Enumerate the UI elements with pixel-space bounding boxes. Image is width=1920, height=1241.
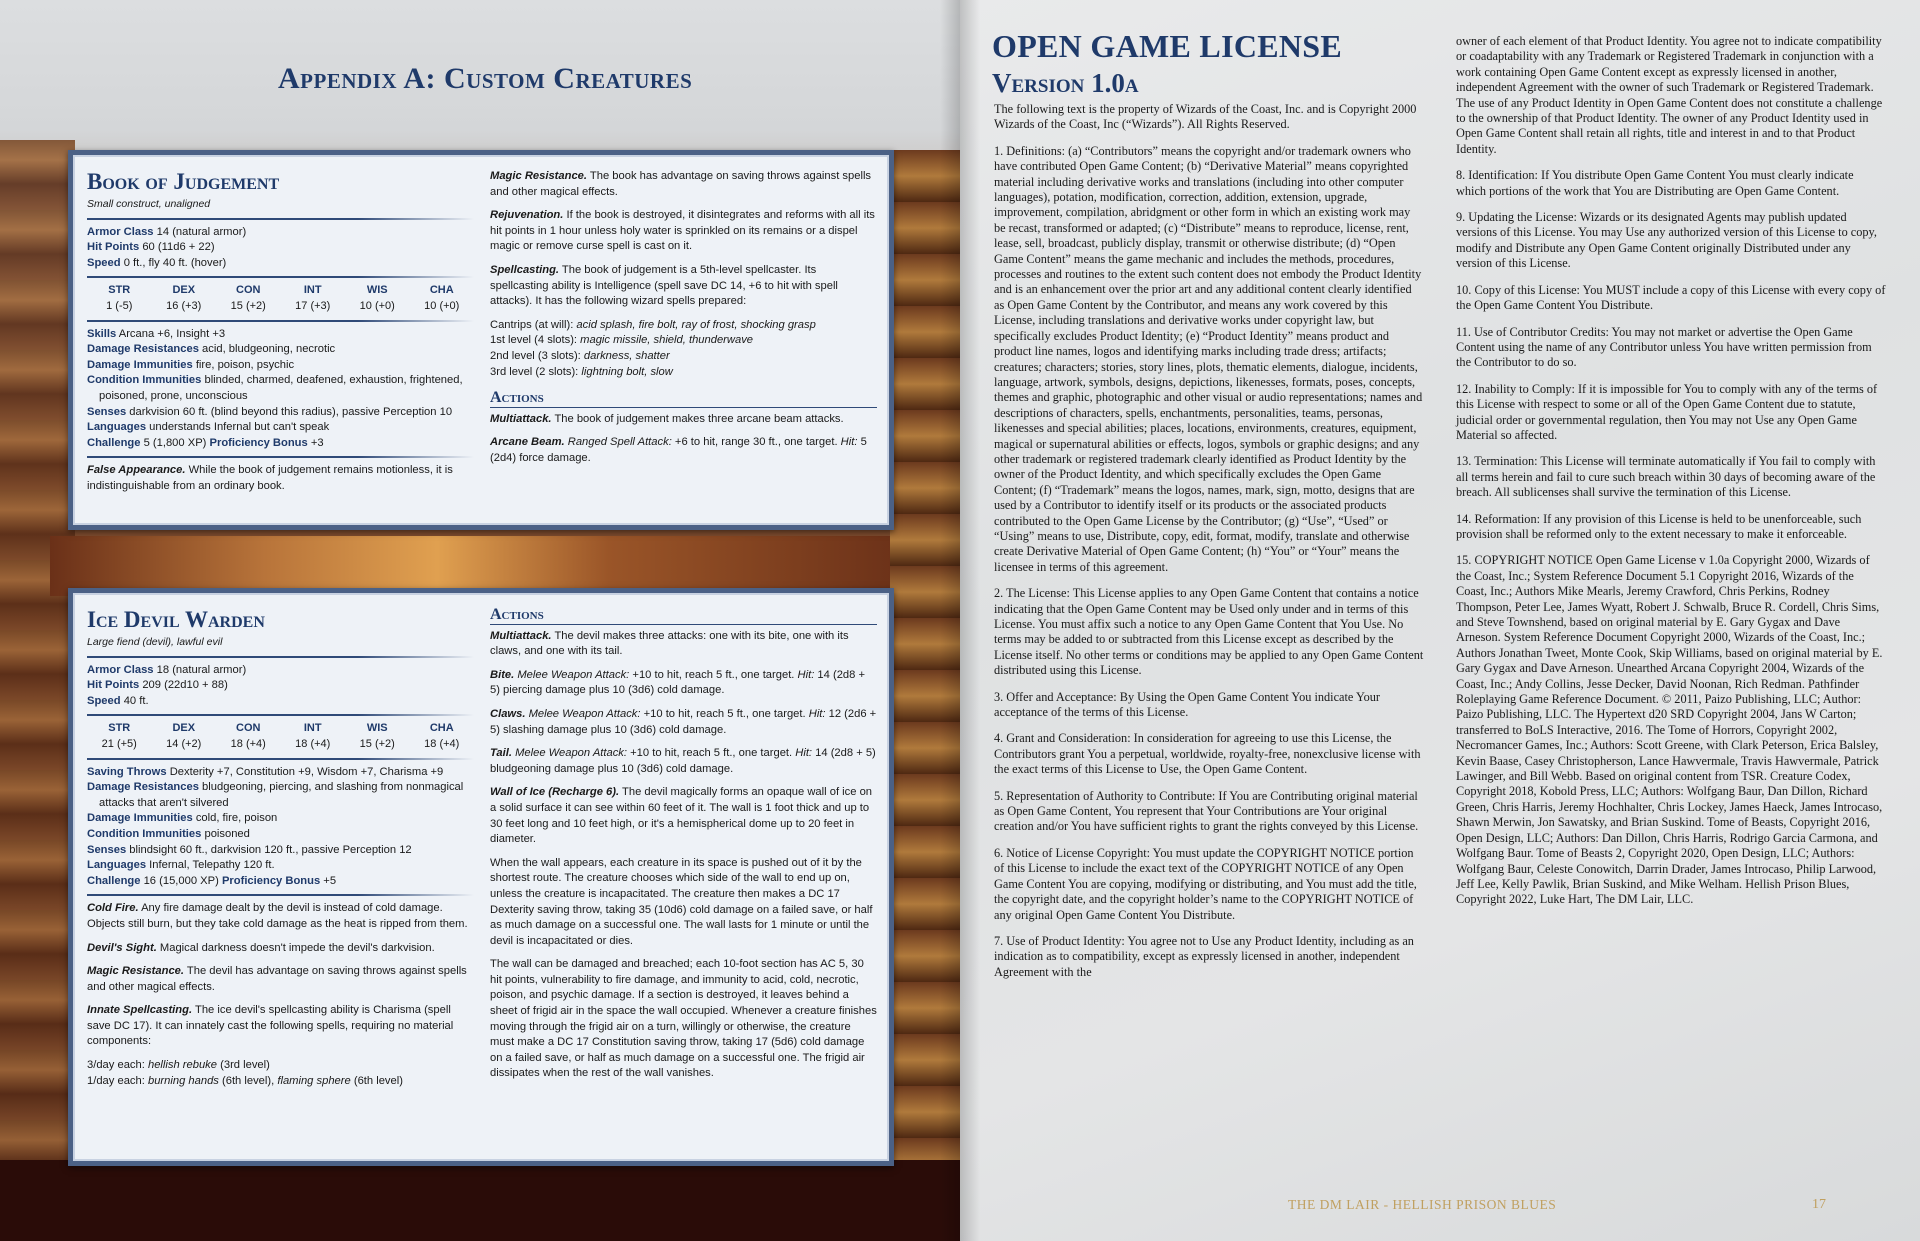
action-arcane-beam: Arcane Beam. Ranged Spell Attack: +6 to hit, range 30 ft., one target. Hit: 5 (2d4) force damage. bbox=[490, 436, 867, 464]
creature-name: Book of Judgement bbox=[87, 169, 280, 194]
action-claws: Claws. Melee Weapon Attack: +10 to hit, reach 5 ft., one target. Hit: 12 (2d6 + 5) slashing damage plus 10 (3d6) cold damage. bbox=[490, 707, 877, 736]
license-paragraph: 6. Notice of License Copyright: You must update the COPYRIGHT NOTICE portion of this License to include the exact text of the COPYRIGHT NOTICE of any Open Game Content You are copying, modifying or distributing, and You must add the title, the copyright date, and the copyright holder’s name to the COPYRIGHT NOTICE of any original Open Game Content You Distribute. bbox=[994, 845, 1417, 922]
ability-con: CON 18 (+4) bbox=[230, 722, 266, 750]
statblock-column-right bbox=[490, 169, 877, 517]
license-paragraph: 10. Copy of this License: You MUST include a copy of this License with every copy of the Open Game Content You Distribute. bbox=[1456, 282, 1886, 313]
divider bbox=[87, 656, 474, 658]
page-number: 17 bbox=[1812, 1197, 1826, 1212]
senses: Senses darkvision 60 ft. (blind beyond this radius), passive Perception 10 bbox=[87, 405, 453, 418]
divider bbox=[87, 456, 474, 458]
ability-str: STR 21 (+5) bbox=[101, 722, 137, 750]
license-column-1 bbox=[994, 102, 1424, 991]
statblock-column-left bbox=[87, 169, 474, 517]
background-art-left bbox=[0, 140, 75, 1241]
license-paragraph: 14. Reformation: If any provision of this License is held to be unenforceable, such provision shall be reformed only to the extent necessary to make it enforceable. bbox=[1456, 511, 1862, 541]
hit-points: Hit Points 60 (11d6 + 22) bbox=[87, 241, 215, 254]
condition-immunities: Condition Immunities poisoned bbox=[87, 827, 250, 840]
license-paragraph: The following text is the property of Wizards of the Coast, Inc. and is Copyright 2000 Wizards of the Coast, Inc (“Wizards”). All Rights Reserved. bbox=[994, 102, 1417, 132]
damage-immunities: Damage Immunities cold, fire, poison bbox=[87, 812, 278, 825]
divider bbox=[87, 758, 474, 760]
senses: Senses blindsight 60 ft., darkvision 120 ft., passive Perception 12 bbox=[87, 843, 412, 856]
speed: Speed 40 ft. bbox=[87, 694, 149, 707]
statblock-book-of-judgement bbox=[68, 150, 894, 530]
wall-of-ice-breach: The wall can be damaged and breached; each 10-foot section has AC 5, 30 hit points, vulnerability to fire damage, and immunity to acid, cold, necrotic, poison, and psychic damage. If a section is destroyed, it leaves behind a sheet of frigid air in the space the wall occupied. Whenever a creature finishes moving through the frigid air on a turn, willingly or otherwise, the creature must make a DC 17 Constitution saving throw, taking 17 (5d6) cold damage on a failed save, or half as much damage on a successful one. The frigid air dissipates when the rest of the wall vanishes. bbox=[490, 958, 877, 1080]
damage-immunities: Damage Immunities fire, poison, psychic bbox=[87, 358, 295, 371]
trait-magic-resistance: Magic Resistance. The devil has advantage on saving throws against spells and other magical effects. bbox=[87, 965, 467, 993]
languages: Languages understands Infernal but can't speak bbox=[87, 421, 330, 434]
ability-wis: WIS 15 (+2) bbox=[359, 722, 395, 750]
ability-cha: CHA 18 (+4) bbox=[424, 722, 460, 750]
license-version: Version 1.0a bbox=[992, 68, 1139, 98]
license-paragraph: 11. Use of Contributor Credits: You may not market or advertise the Open Game Content using the name of any Contributor unless You have written permission from the Contributor to do so. bbox=[1456, 324, 1872, 370]
license-paragraph: 1. Definitions: (a) “Contributors” means the copyright and/or trademark owners who have contributed Open Game Content; (b) “Derivative Material” means copyrighted material including derivative works and translations (including into other computer languages), potation, modification, correction, addition, extension, upgrade, improvement, compilation, abridgment or other form in which an existing work may be recast, transformed or adapted; (c) “Distribute” means to reproduce, license, rent, lease, sell, broadcast, publicly display, transmit or otherwise distribute; (d) “Open Game Content” means the game mechanic and includes the methods, procedures, processes and routines to the extent such content does not embody the Product Identity and is an enhancement over the prior art and any additional content clearly identified as Open Game Content by the Contributor, and means any work covered by this License, including translations and derivative works under copyright law, but specifically excludes Product Identity; (e) “Product Identity” means product and product line names, logos and identifying marks including trade dress; artifacts; creatures; characters; stories, story lines, plots, thematic elements, dialogue, incidents, language, artwork, symbols, designs, depictions, likenesses, formats, poses, concepts, themes and graphic, photographic and other visual or audio representations; names and descriptions of characters, spells, enchantments, personalities, teams, personas, likenesses and special abilities; places, locations, environments, creatures, equipment, magical or supernatural abilities or effects, logos, symbols or graphic designs; and any other trademark or registered trademark clearly identified as Product Identity by the owner of the Product Identity, and which specifically excludes the Open Game Content; (f) “Trademark” means the logos, names, mark, sign, motto, designs that are used by a Contributor to identify itself or its products or the associated products contributed to the Open Game License by the Contributor; (g) “Use”, “Used” or “Using” means to use, Distribute, copy, edit, format, modify, translate and otherwise create Derivative Material of Open Game Content; (h) “You” or “Your” means the licensee in terms of this agreement. bbox=[994, 143, 1423, 574]
damage-resistances: Damage Resistances acid, bludgeoning, necrotic bbox=[87, 343, 336, 356]
speed: Speed 0 ft., fly 40 ft. (hover) bbox=[87, 256, 227, 269]
ability-scores bbox=[87, 283, 474, 314]
actions-heading: Actions bbox=[490, 390, 877, 408]
damage-resistances: Damage Resistances bludgeoning, piercing, and slashing from nonmagical attacks that aren't silvered bbox=[87, 781, 464, 809]
wall-of-ice-details: When the wall appears, each creature in its space is pushed out of it by the shortest route. The creature chooses which side of the wall to end up on, unless the creature is incapacitated. The creature then makes a DC 17 Dexterity saving throw, taking 35 (10d6) cold damage on a failed save, or half as much damage on a successful one. The wall lasts for 1 minute or until the devil is incapacitated or dies. bbox=[490, 856, 873, 947]
license-paragraph: 5. Representation of Authority to Contribute: If You are Contributing original material as Open Game Content, You represent that Your Contributions are Your original creation and/or You have sufficient rights to grant the rights conveyed by this License. bbox=[994, 788, 1419, 834]
license-paragraph: 15. COPYRIGHT NOTICE Open Game License v 1.0a Copyright 2000, Wizards of the Coast, Inc.; System Reference Document 5.1 Copyright 2016, Wizards of the Coast, Inc.; Authors Mike Mearls, Jeremy Crawford, Chris Perkins, Rodney Thompson, Peter Lee, James Wyatt, Robert J. Schwalb, Bruce R. Cordell, Chris Sims, and Steve Townshend, based on original material by E. Gary Gygax and Dave Arneson. System Reference Document Copyright 2000, Wizards of the Coast, Inc.; Authors Jonathan Tweet, Monte Cook, Skip Williams, based on original material by E. Gary Gygax and Dave Arneson. Unearthed Arcana Copyright 2004, Wizards of the Coast, Inc.; Andy Collins, Jesse Decker, David Noonan, Rich Redman. Pathfinder Roleplaying Game Reference Document. © 2011, Paizo Publishing, LLC; Author: Paizo Publishing, LLC. The Hypertext d20 SRD Copyright 2004, Jans W Carton; transferred to BoLS Interactive, 2016. The Tome of Horrors, Copyright 2002, Necromancer Games, Inc.; Authors: Scott Greene, with Clark Peterson, Erica Balsley, Kevin Baase, Casey Christopherson, Lance Hawvermale, Travis Hawvermale, Patrick Lawinger, and Bill Webb. Based on original content from TSR. Creature Codex, Copyright 2018, Kobold Press, LLC; Authors: Wolfgang Baur, Dan Dillon, Richard Green, Chris Harris, Jeremy Hochhalter, Chris Lockey, James Haeck, James Introcaso, Shawn Merwin, Jon Sawatsky, and Brian Suskind. Tome of Beasts, Copyright 2016, Open Design, LLC; Authors: Dan Dillon, Chris Harris, Rodrigo Garcia Carmona, and Wolfgang Baur. Tome of Beasts 2, Copyright 2020, Open Design, LLC; Authors: Wolfgang Baur, Celeste Conowitch, Darrin Drader, James Introcaso, Philip Larwood, Jeff Lee, Kelly Pawlik, Brian Suskind, and Mike Welham. Hellish Prison Blues, Copyright 2022, Luke Hart, The DM Lair, LLC. bbox=[1456, 553, 1883, 907]
armor-class: Armor Class 18 (natural armor) bbox=[87, 663, 247, 676]
license-paragraph: 12. Inability to Comply: If it is impossible for You to comply with any of the terms of this License with respect to some or all of the Open Game Content due to statute, judicial order or governmental regulation, then You may not Use any Open Game Material so affected. bbox=[1456, 381, 1878, 442]
statblock-column-left bbox=[87, 607, 474, 1153]
trait-devils-sight: Devil's Sight. Magical darkness doesn't impede the devil's darkvision. bbox=[87, 941, 435, 954]
action-multiattack: Multiattack. The devil makes three attacks: one with its bite, one with its claws, and one with its tail. bbox=[490, 629, 849, 658]
license-paragraph: 13. Termination: This License will terminate automatically if You fail to comply with all terms herein and fail to cure such breach within 30 days of becoming aware of the breach. All sublicenses shall survive the termination of this License. bbox=[1456, 454, 1876, 500]
license-paragraph: 8. Identification: If You distribute Open Game Content You must clearly indicate which portions of the work that You are Distributing are Open Game Content. bbox=[1456, 168, 1854, 198]
license-paragraph: 3. Offer and Acceptance: By Using the Open Game Content You indicate Your acceptance of the terms of this License. bbox=[994, 689, 1381, 720]
background-art-rune-strip bbox=[50, 536, 910, 596]
hit-points: Hit Points 209 (22d10 + 88) bbox=[87, 679, 228, 692]
trait-cold-fire: Cold Fire. Any fire damage dealt by the devil is instead of cold damage. Objects still burn, but they take cold damage as the heat is ripped from them. bbox=[87, 902, 468, 930]
challenge: Challenge 16 (15,000 XP) Proficiency Bonus +5 bbox=[87, 874, 337, 887]
innate-spells-1-day: 1/day each: burning hands (6th level), flaming sphere (6th level) bbox=[87, 1074, 403, 1087]
statblock-column-right bbox=[490, 607, 877, 1153]
spell-row: Cantrips (at will): acid splash, fire bolt, ray of frost, shocking grasp bbox=[490, 318, 816, 331]
ability-int: INT 18 (+4) bbox=[295, 722, 331, 750]
license-paragraph: 4. Grant and Consideration: In consideration for agreeing to use this License, the Contributors grant You a perpetual, worldwide, royalty-free, nonexclusive license with the exact terms of this License to Use, the Open Game Content. bbox=[994, 731, 1421, 777]
divider bbox=[87, 320, 474, 322]
spell-list bbox=[490, 318, 877, 380]
ability-int: INT 17 (+3) bbox=[295, 284, 331, 312]
ability-dex: DEX 14 (+2) bbox=[166, 722, 202, 750]
action-tail: Tail. Melee Weapon Attack: +10 to hit, reach 5 ft., one target. Hit: 14 (2d8 + 5) bludgeoning damage plus 10 (3d6) cold damage. bbox=[490, 747, 876, 775]
license-paragraph: 7. Use of Product Identity: You agree not to Use any Product Identity, including as an indication as to compatibility, except as expressly licensed in another, independent Agreement with the bbox=[994, 933, 1414, 979]
innate-spells-3-day: 3/day each: hellish rebuke (3rd level) bbox=[87, 1059, 270, 1072]
ability-cha: CHA 10 (+0) bbox=[424, 284, 460, 312]
page-gutter bbox=[940, 0, 980, 1241]
license-column-2 bbox=[1456, 34, 1886, 919]
ability-dex: DEX 16 (+3) bbox=[166, 284, 202, 312]
page-footer: THE DM LAIR - HELLISH PRISON BLUES bbox=[1288, 1197, 1557, 1212]
challenge: Challenge 5 (1,800 XP) Proficiency Bonus +3 bbox=[87, 436, 324, 449]
divider bbox=[87, 894, 474, 896]
languages: Languages Infernal, Telepathy 120 ft. bbox=[87, 859, 275, 872]
spell-row: 1st level (4 slots): magic missile, shield, thunderwave bbox=[490, 334, 754, 347]
license-paragraph: 2. The License: This License applies to any Open Game Content that contains a notice indicating that the Open Game Content may be Used only under and in terms of this License. You must affix such a notice to any Open Game Content that You Use. No terms may be added to or subtracted from this License except as described by the License itself. No other terms or conditions may be applied to any Open Game Content distributed using this License. bbox=[994, 586, 1424, 678]
action-multiattack: Multiattack. The book of judgement makes three arcane beam attacks. bbox=[490, 412, 844, 425]
statblock-ice-devil-warden bbox=[68, 588, 894, 1166]
actions-heading: Actions bbox=[490, 607, 877, 625]
trait-magic-resistance: Magic Resistance. The book has advantage on saving throws against spells and other magical effects. bbox=[490, 170, 872, 198]
background-art-bottom bbox=[0, 1160, 960, 1241]
spell-row: 2nd level (3 slots): darkness, shatter bbox=[490, 349, 670, 362]
trait-innate-spellcasting: Innate Spellcasting. The ice devil's spellcasting ability is Charisma (spell save DC 17). It can innately cast the following spells, requiring no material components: bbox=[87, 1004, 454, 1048]
condition-immunities: Condition Immunities blinded, charmed, deafened, exhaustion, frightened, poisoned, prone, unconscious bbox=[87, 374, 463, 402]
ability-scores bbox=[87, 721, 474, 752]
ability-str: STR 1 (-5) bbox=[106, 284, 133, 312]
trait-rejuvenation: Rejuvenation. If the book is destroyed, it disintegrates and reforms with all its hit points in 1 hour unless holy water is sprinkled on its remains or a dispel magic or remove curse spell is cast on it. bbox=[490, 209, 875, 253]
license-paragraph: 9. Updating the License: Wizards or its designated Agents may publish updated versions of this License. You may Use any authorized version of this License to copy, modify and Distribute any Open Game Content originally Distributed under any version of this License. bbox=[1456, 210, 1877, 271]
creature-type: Large fiend (devil), lawful evil bbox=[87, 636, 223, 648]
armor-class: Armor Class 14 (natural armor) bbox=[87, 225, 247, 238]
action-bite: Bite. Melee Weapon Attack: +10 to hit, reach 5 ft., one target. Hit: 14 (2d8 + 5) piercing damage plus 10 (3d6) cold damage. bbox=[490, 668, 866, 697]
divider bbox=[87, 218, 474, 220]
divider bbox=[87, 276, 474, 278]
creature-type: Small construct, unaligned bbox=[87, 198, 211, 210]
skills: Skills Arcana +6, Insight +3 bbox=[87, 327, 226, 340]
ability-wis: WIS 10 (+0) bbox=[359, 284, 395, 312]
license-title: OPEN GAME LICENSE bbox=[992, 28, 1343, 64]
creature-name: Ice Devil Warden bbox=[87, 607, 265, 632]
trait-false-appearance: False Appearance. While the book of judgement remains motionless, it is indistinguishable from an ordinary book. bbox=[87, 464, 453, 492]
divider bbox=[87, 714, 474, 716]
appendix-title: Appendix A: Custom Creatures bbox=[278, 62, 693, 95]
saving-throws: Saving Throws Dexterity +7, Constitution +9, Wisdom +7, Charisma +9 bbox=[87, 765, 444, 778]
trait-spellcasting: Spellcasting. The book of judgement is a 5th-level spellcaster. Its spellcasting ability is Intelligence (spell save DC 14, +6 to hit with spell attacks). It has the following wizard spells prepared: bbox=[490, 263, 838, 308]
action-wall-of-ice: Wall of Ice (Recharge 6). The devil magically forms an opaque wall of ice on a solid surface it can see within 60 feet of it. The wall is 1 foot thick and up to 30 feet long and 10 feet high, or it's a hemispherical dome up to 20 feet in diameter. bbox=[490, 786, 873, 846]
license-paragraph: owner of each element of that Product Identity. You agree not to indicate compatibility or coadaptability with any Trademark or Registered Trademark in conjunction with a work containing Open Game Content except as expressly licensed in another, independent Agreement with the owner of such Trademark or Registered Trademark. The use of any Product Identity in Open Game Content does not constitute a challenge to the ownership of that Product Identity. The owner of any Product Identity used in Open Game Content shall retain all rights, title and interest in and to that Product Identity. bbox=[1456, 34, 1883, 156]
ability-con: CON 15 (+2) bbox=[230, 284, 266, 312]
spell-row: 3rd level (2 slots): lightning bolt, slow bbox=[490, 365, 673, 378]
